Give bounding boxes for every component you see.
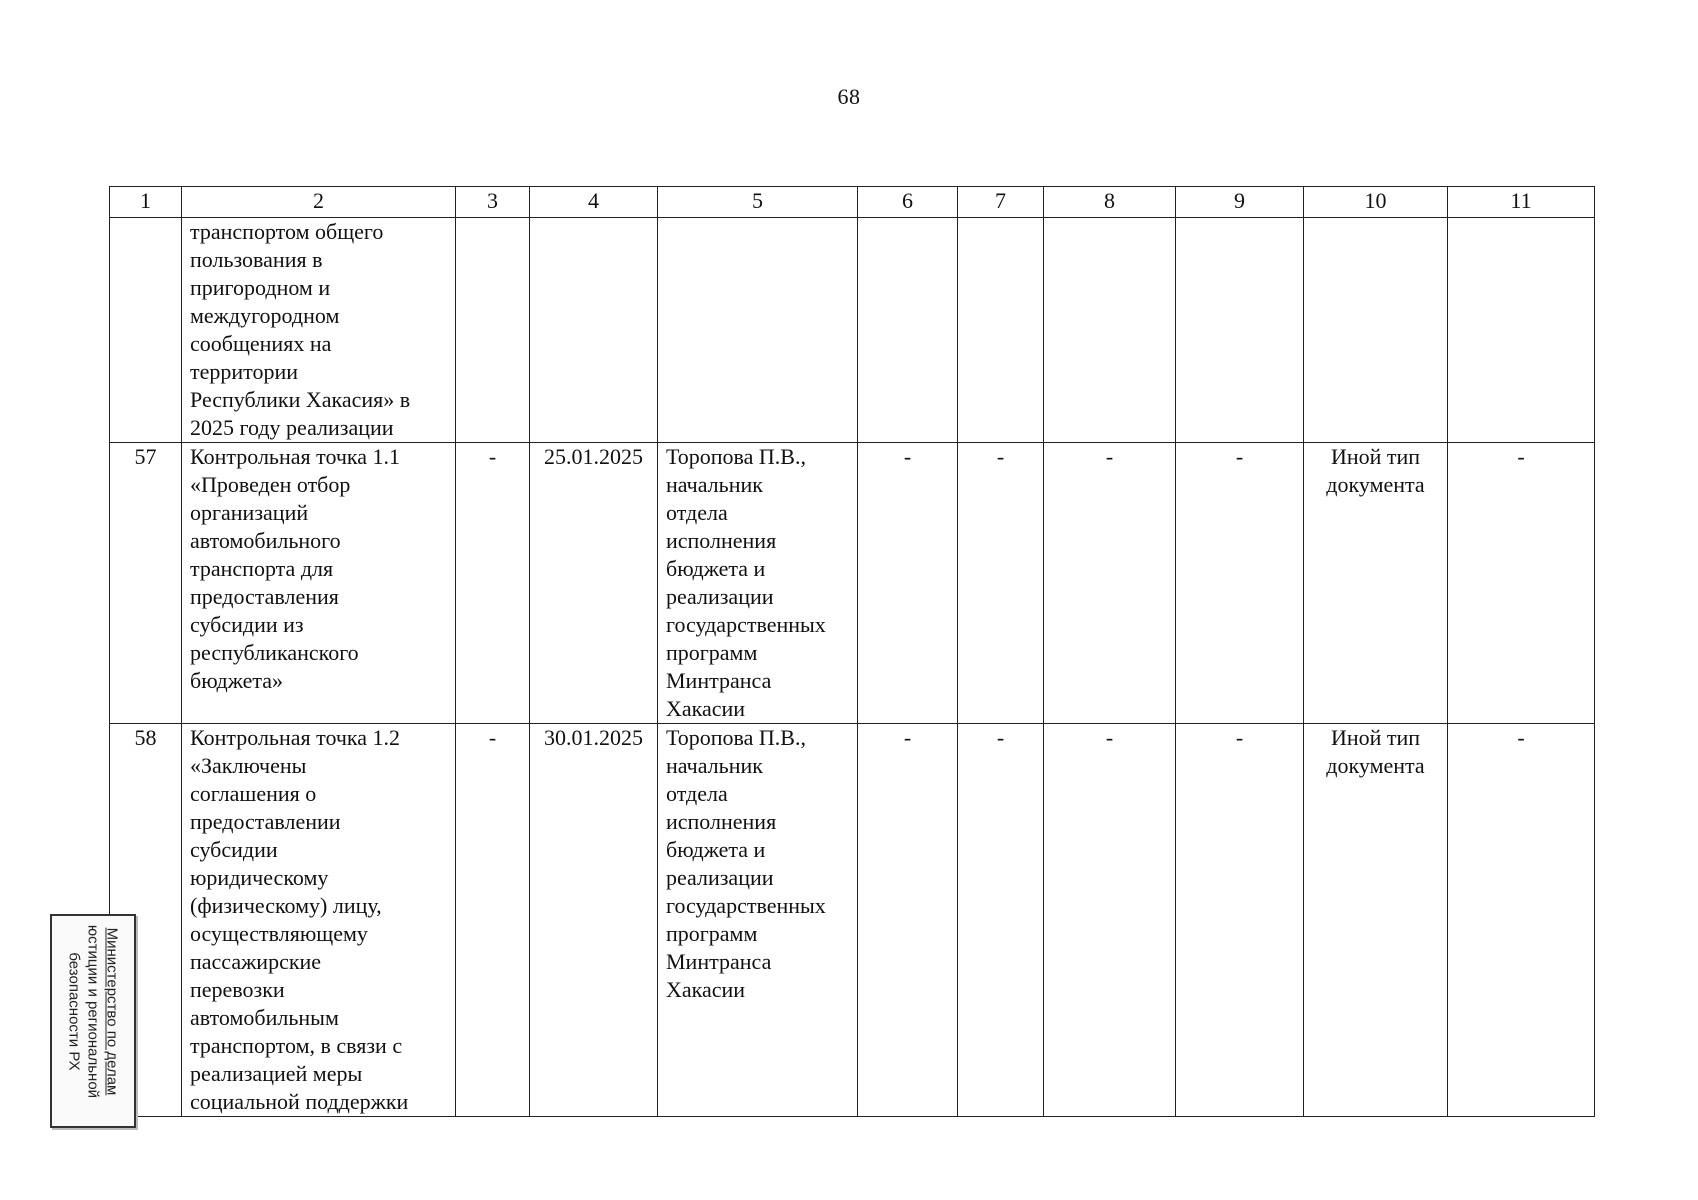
table-cell	[1044, 218, 1176, 443]
table-row	[110, 724, 1595, 1117]
column-header: 9	[1176, 187, 1304, 218]
stamp-line-1: Министерство по делам	[103, 927, 121, 1096]
column-header: 10	[1304, 187, 1448, 218]
table-cell	[456, 218, 530, 443]
column-11-cell: -	[1448, 443, 1595, 724]
stamp-line-2: юстиции и региональной	[84, 924, 102, 1099]
document-type-cell: Иной тип документа	[1304, 443, 1448, 724]
column-header: 3	[456, 187, 530, 218]
table-cell	[1304, 218, 1448, 443]
table-row	[110, 443, 1595, 724]
document-type-cell: Иной тип документа	[1304, 724, 1448, 1117]
table-cell	[1448, 218, 1595, 443]
column-7-cell: -	[958, 443, 1044, 724]
column-6-cell: -	[858, 724, 958, 1117]
column-9-cell: -	[1176, 724, 1304, 1117]
row-number-cell: 57	[110, 443, 182, 724]
column-header: 11	[1448, 187, 1595, 218]
column-3-cell: -	[456, 724, 530, 1117]
stamp-text	[65, 912, 122, 1112]
column-9-cell: -	[1176, 443, 1304, 724]
column-header: 5	[658, 187, 858, 218]
date-cell: 25.01.2025	[530, 443, 658, 724]
table-cell	[110, 218, 182, 443]
table-row-continuation	[110, 218, 1595, 443]
column-header: 1	[110, 187, 182, 218]
column-header: 4	[530, 187, 658, 218]
column-header: 6	[858, 187, 958, 218]
column-header: 7	[958, 187, 1044, 218]
table-cell	[858, 218, 958, 443]
page-number: 68	[837, 84, 861, 109]
responsible-cell: Торопова П.В., начальник отдела исполнения бюджета и реализации государственных программ Минтранса Хакасии	[658, 724, 858, 1117]
table-cell	[658, 218, 858, 443]
document-table	[109, 186, 1595, 1117]
responsible-cell: Торопова П.В., начальник отдела исполнения бюджета и реализации государственных программ Минтранса Хакасии	[658, 443, 858, 724]
continued-description-cell: транспортом общего пользования в пригородном и междугородном сообщениях на территории Республики Хакасия» в 2025 году реализации	[182, 218, 456, 443]
table-cell	[958, 218, 1044, 443]
date-cell: 30.01.2025	[530, 724, 658, 1117]
description-cell: Контрольная точка 1.1 «Проведен отбор организаций автомобильного транспорта для предоставления субсидии из республиканского бюджета»	[182, 443, 456, 724]
column-7-cell: -	[958, 724, 1044, 1117]
registration-stamp	[50, 914, 136, 1128]
column-header: 2	[182, 187, 456, 218]
column-3-cell: -	[456, 443, 530, 724]
stamp-line-3: безопасности РХ	[65, 952, 83, 1071]
row-number-cell: 58	[110, 724, 182, 1117]
column-6-cell: -	[858, 443, 958, 724]
table-header-row	[110, 187, 1595, 218]
column-11-cell: -	[1448, 724, 1595, 1117]
table-cell	[1176, 218, 1304, 443]
column-8-cell: -	[1044, 724, 1176, 1117]
column-8-cell: -	[1044, 443, 1176, 724]
table-cell	[530, 218, 658, 443]
description-cell: Контрольная точка 1.2 «Заключены соглашения о предоставлении субсидии юридическому (физическому) лицу, осуществляющему пассажирские перевозки автомобильным транспортом, в связи с реализацией меры социальной поддержки	[182, 724, 456, 1117]
column-header: 8	[1044, 187, 1176, 218]
